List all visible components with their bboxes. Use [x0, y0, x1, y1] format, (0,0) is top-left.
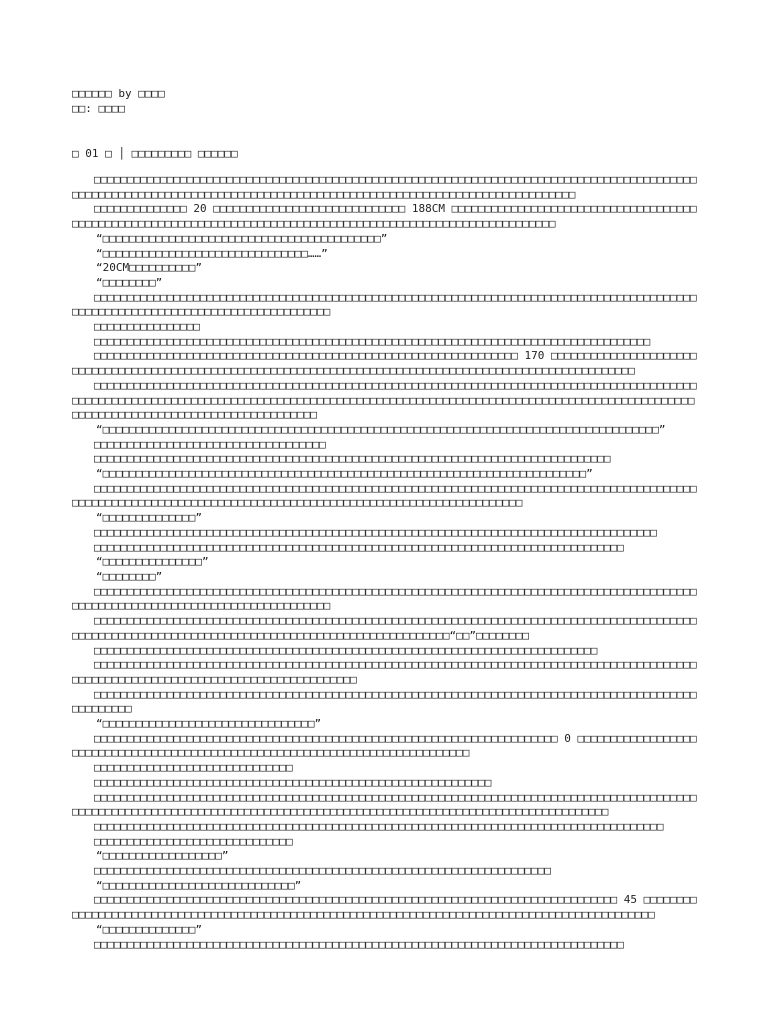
- dialogue-line: “□□□□□□□□”: [96, 569, 163, 583]
- body-paragraph: □□□□□□□□□□□□□□□□: [94, 320, 200, 334]
- dialogue-line: “□□□□□□□□□□□□□□□”: [96, 555, 209, 569]
- body-paragraph: □□□□□□□□□□□□□□□□□□□□□□□□□□□□□□□□□□□□□□□□□□□□□□□□□□□□□□□□□□□□□□□□□□□□□□□□□□□□□□□□□□□□□□□□□□□□□□□□□□□□□□□□□□□□□□□□□□□□□□□□□□□□□□□□□□□□□□: [72, 658, 697, 686]
- author-line: □□: □□□□: [72, 102, 125, 115]
- body-paragraph: □□□□□□□□□□□□□□□□□□□□□□□□□□□□□□□□□□□□□□□□□□□□□□□□□□□□□□□□□□□□□□□□□□□□□□□□□□□□□□□□: [94, 937, 624, 951]
- chapter-heading: □ 01 □ │ □□□□□□□□□ □□□□□□: [72, 147, 238, 160]
- dialogue-line: “20CM□□□□□□□□□□”: [96, 261, 202, 275]
- dialogue-line: “□□□□□□□□□□□□□□”: [96, 922, 202, 936]
- dialogue-line: “□□□□□□□□□□□□□□□□□□□□□□□□□□□□□□□□□□□□□□□□□□□□□□□□□□□□□□□□□□□□□□□□□□□□□□□□□”: [96, 467, 593, 481]
- body-paragraph: □□□□□□□□□□□□□□□□□□□□□□□□□□□□□□□□□□□□□□□□□□□□□□□□□□□□□□□□□□□□□□□□□□□□□□□□□□□□□□□□□□□□□: [94, 525, 657, 539]
- dialogue-line: “□□□□□□□□□□□□□□□□□□□□□□□□□□□□□□□□□□□□□□□□□□□□□□□□□□□□□□□□□□□□□□□□□□□□□□□□□□□□□□□□□□□□”: [96, 422, 666, 436]
- body-paragraph: □□□□□□□□□□□□□□□□□□□□□□□□□□□□□□□□□□□□□□□□□□□□□□□□□□□□□□□□□□□□□□□□□□□□□□□□□□□□□□□□□□□□□□□□□□□□□□□□□□□□: [72, 687, 697, 716]
- body-paragraph: □□□□□□□□□□□□□□□□□□□□□□□□□□□□□□□□□□□□□□□□□□□□□□□□□□□□□□□□□□□□□□□□□□□□□□□□□□□□: [94, 643, 598, 657]
- body-paragraph: □□□□□□□□□□□□□□□□□□□□□□□□□□□□□□: [94, 834, 293, 848]
- chapter-body: [72, 173, 698, 952]
- dialogue-line: “□□□□□□□□□□□□□□□□□□□□□□□□□□□□□□□……”: [96, 246, 328, 260]
- body-paragraph: □□□□□□□□□□□□□□□□□□□□□□□□□□□□□□□□□□□□□□□□□□□□□□□□□□□□□□□□□□□□□□□□□□□□□□□□□□□□□□□□□□□□□□□□□□□□□□□□□□□□□□□□□□□□□□□□□□□□□□□□□□□□□□□□□□: [72, 584, 697, 613]
- body-paragraph: □□□□□□□□□□□□□□□□□□□□□□□□□□□□□□□□□□□□□□□□□□□□□□□□□□□□□□□□□□□□□□□□□□□□□□□□□□□□□□□□□□□□□□□□□□□□□□□□□□□□□□□□□□□□□□□□□□□□□□□□□□□□□□□□□□□□□□□□□□□□□□□□□□□□□□□□□□□□□□□: [72, 481, 697, 510]
- body-paragraph: □□□□□□□□□□□□□□□□□□□□□□□□□□□□□□□□□□□□□□□□□□□□□□□□□□□□□□□□□□□□□□□□□□□□□□□□□□□□□□□□□□□□□□□□□□□□□□□□□□□□□□□□□□□□□□□□□□□□□□□□□□□□□□□□□□□□□□□□□□□□□□□□□□□□□□□□□□□□□□□□□□□□□□□□□□□□□□□□□□□□□□□□□□□□□□□□□□□□□□□□□□□□□□□□□□□□□□□□□□□□□□: [72, 378, 697, 422]
- body-paragraph: □□□□□□□□□□□□□□□□□□□□□□□□□□□□□□□□□□□□□□□□□□□□□□□□□□□□□□□□□□□□□□□□□□□□□□□□□□□□□□□□□□□□: [94, 334, 651, 348]
- dialogue-line: “□□□□□□□□□□□□□□□□□□□□□□□□□□□□□□□□□□□□□□□□□□”: [96, 231, 388, 245]
- body-paragraph: □□□□□□□□□□□□□□□□□□□□□□□□□□□□□□□□□□□□□□□□□□□□□□□□□□□□□□□□□□□□□□□□□□□□□□□□□□□□□□: [94, 452, 611, 466]
- body-paragraph: □□□□□□□□□□□□□□□□□□□□□□□□□□□□□□□□□□□□□□□□□□□□□□□□□□□□□□□□□□□□□□□□□□□□□□□□□□□□□□□ 45 □□□□□□□□□□□□□□□□□□□□□□□□□□□□□□□□□□□□□□□□□□□□□□□□□□□□□□□□□□□□□□□□□□□□□□□□□□□□□□□□□□□□□□□□□□□□□□□□: [72, 893, 697, 922]
- dialogue-line: “□□□□□□□□□□□□□□”: [96, 511, 202, 525]
- body-paragraph: □□□□□□□□□□□□□□□□□□□□□□□□□□□□□□□□□□□□□□□□□□□□□□□□□□□□□□□□□□□□: [94, 775, 492, 789]
- body-paragraph: □□□□□□□□□□□□□□ 20 □□□□□□□□□□□□□□□□□□□□□□□□□□□□□ 188CM □□□□□□□□□□□□□□□□□□□□□□□□□□□□□□□□□□□□□□□□□□□□□□□□□□□□□□□□□□□□□□□□□□□□□□□□□□□□□□□□□□□□□□□□□□□□□□□□□□□□□□□□□□□□□□: [72, 202, 697, 231]
- story-title-line: □□□□□□ by □□□□: [72, 87, 165, 100]
- dialogue-line: “□□□□□□□□□□□□□□□□□□”: [96, 849, 229, 863]
- body-paragraph: □□□□□□□□□□□□□□□□□□□□□□□□□□□□□□□□□□□□□□□□□□□□□□□□□□□□□□□□□□□□□□□□□□□□□□□□□□□□□□□□□□□□□□□□□□□□□□□□□□□□□□□□□□□□□□□□□□□□□□□□□□□□□□□□□□□□□□□□□□□□□□□□□□□□□□□□□□□□□□□□□□□□□□□□□□□□: [72, 790, 697, 819]
- dialogue-line: “□□□□□□□□”: [96, 275, 163, 289]
- body-paragraph: □□□□□□□□□□□□□□□□□□□□□□□□□□□□□□□□□□□□□□□□□□□□□□□□□□□□□□□□□□□□□□□□□□□□□□□□□□□□□□□□□□□□□□□□□□□□□□□□□□□□□□□□□□□□□□□□□□□□□□□□□□□□□□□□□□: [72, 290, 697, 319]
- body-paragraph: □□□□□□□□□□□□□□□□□□□□□□□□□□□□□□□□□□□: [94, 437, 326, 451]
- dialogue-line: “□□□□□□□□□□□□□□□□□□□□□□□□□□□□□”: [96, 878, 302, 892]
- body-paragraph: □□□□□□□□□□□□□□□□□□□□□□□□□□□□□□: [94, 761, 293, 775]
- body-paragraph: □□□□□□□□□□□□□□□□□□□□□□□□□□□□□□□□□□□□□□□□□□□□□□□□□□□□□□□□□□□□□□□□□□□□□□ 0 □□□□□□□□□□□□□□□□□□□□□□□□□□□□□□□□□□□□□□□□□□□□□□□□□□□□□□□□□□□□□□□□□□□□□□□□□□□□□□: [72, 731, 697, 760]
- body-paragraph: □□□□□□□□□□□□□□□□□□□□□□□□□□□□□□□□□□□□□□□□□□□□□□□□□□□□□□□□□□□□□□□□ 170 □□□□□□□□□□□□□□□□□□□□□□□□□□□□□□□□□□□□□□□□□□□□□□□□□□□□□□□□□□□□□□□□□□□□□□□□□□□□□□□□□□□□□□□□□□□□□□□□□□□□□□□□□□□: [72, 349, 697, 378]
- dialogue-line: “□□□□□□□□□□□□□□□□□□□□□□□□□□□□□□□□”: [96, 717, 322, 731]
- body-paragraph: □□□□□□□□□□□□□□□□□□□□□□□□□□□□□□□□□□□□□□□□□□□□□□□□□□□□□□□□□□□□□□□□□□□□□: [94, 864, 551, 878]
- body-paragraph: □□□□□□□□□□□□□□□□□□□□□□□□□□□□□□□□□□□□□□□□□□□□□□□□□□□□□□□□□□□□□□□□□□□□□□□□□□□□□□□□: [94, 540, 624, 554]
- body-paragraph: □□□□□□□□□□□□□□□□□□□□□□□□□□□□□□□□□□□□□□□□□□□□□□□□□□□□□□□□□□□□□□□□□□□□□□□□□□□□□□□□□□□□□□□□□□□□□□□□□□□□□□□□□□□□□□□□□□□□□□□□□□□□□□□□□□□□□□□□□□□□□□□□□□□□□□□□□□□□□□□□□□□□□□□: [72, 173, 697, 201]
- body-paragraph: □□□□□□□□□□□□□□□□□□□□□□□□□□□□□□□□□□□□□□□□□□□□□□□□□□□□□□□□□□□□□□□□□□□□□□□□□□□□□□□□□□□□□□□□□□□□□□□□□□□□□□□□□□□□□□□□□□□□□□□□□□□□□□□□□□□□□□□□□□□□□□□□□□□□“□□”□□□□□□□□: [72, 614, 697, 642]
- body-paragraph: □□□□□□□□□□□□□□□□□□□□□□□□□□□□□□□□□□□□□□□□□□□□□□□□□□□□□□□□□□□□□□□□□□□□□□□□□□□□□□□□□□□□□□: [94, 819, 664, 833]
